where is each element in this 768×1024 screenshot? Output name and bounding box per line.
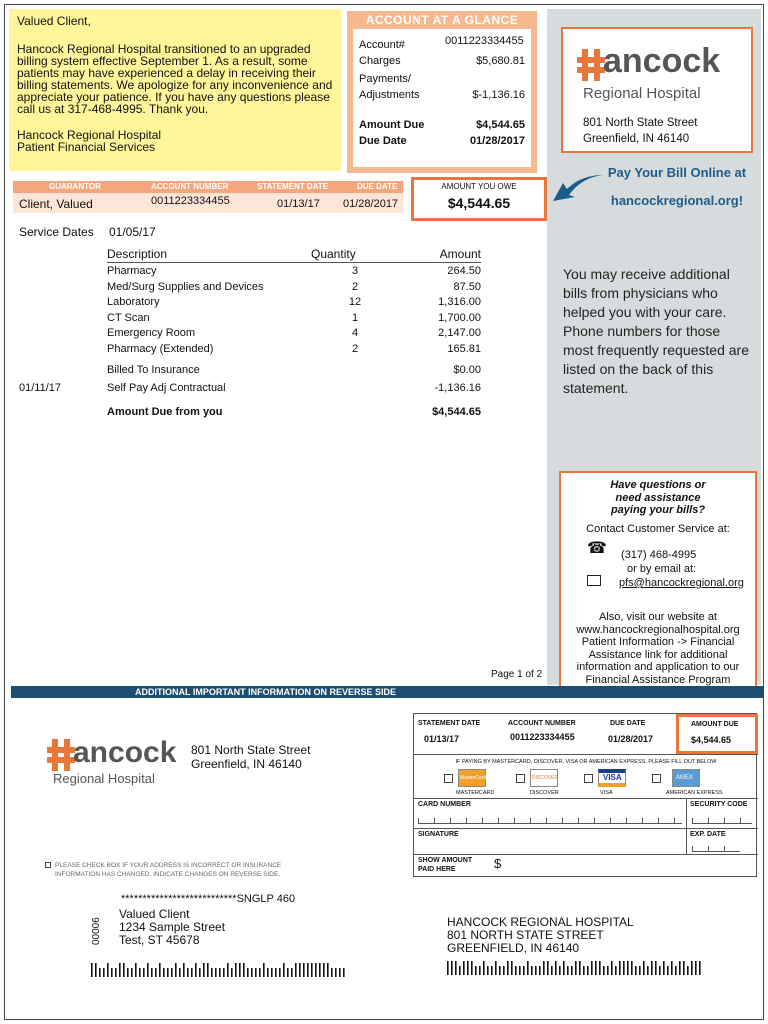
help-question-3: paying your bills? bbox=[610, 504, 706, 516]
remit-city: GREENFIELD, IN 46140 bbox=[447, 941, 580, 955]
arrow-left-icon bbox=[545, 171, 605, 211]
barcode-bar bbox=[115, 968, 117, 977]
barcode-bar bbox=[535, 966, 537, 975]
coupon-cross-logo-icon bbox=[47, 739, 75, 767]
barcode-bar bbox=[583, 966, 585, 975]
reverse-side-bar bbox=[11, 686, 763, 698]
barcode-bar bbox=[127, 968, 129, 977]
barcode-bar bbox=[279, 968, 281, 977]
visa-label: VISA bbox=[600, 790, 613, 796]
barcode-bar bbox=[675, 966, 677, 975]
payment-coupon bbox=[413, 713, 757, 877]
telephone-icon: ☎ bbox=[587, 540, 607, 557]
service-dates-value: 01/05/17 bbox=[109, 225, 156, 239]
glance-due-date-label: Due Date bbox=[359, 135, 407, 147]
barcode-bar bbox=[491, 966, 493, 975]
amount-paid-input[interactable] bbox=[508, 858, 678, 874]
barcode-bar bbox=[319, 963, 321, 977]
service-item-quantity: 3 bbox=[351, 265, 359, 277]
barcode-bar bbox=[567, 966, 569, 975]
barcode-bar bbox=[271, 968, 273, 977]
notice-body: Hancock Regional Hospital transitioned to an upgraded billing system effective September 1. As a result, some patients may have experienced a delay in receiving their billing statements. We apologize for any inconvenience and appreciate your patience. If you have any questions please call us at 317-468-4995. Thank you. bbox=[17, 42, 333, 116]
discover-checkbox[interactable] bbox=[516, 774, 525, 783]
barcode-bar bbox=[251, 968, 253, 977]
barcode-bar bbox=[247, 968, 249, 977]
barcode-bar bbox=[663, 961, 665, 975]
barcode-bar bbox=[623, 961, 625, 975]
barcode-bar bbox=[659, 966, 661, 975]
visit-label: Also, visit our website at bbox=[599, 611, 717, 623]
barcode-bar bbox=[487, 966, 489, 975]
glance-amount-due-label: Amount Due bbox=[359, 119, 425, 131]
barcode-bar bbox=[207, 963, 209, 977]
discover-label: DISCOVER bbox=[530, 790, 559, 796]
barcode-bar bbox=[691, 961, 693, 975]
email-link[interactable]: pfs@hancockregional.org bbox=[619, 577, 744, 589]
pay-online-link[interactable]: hancockregional.org! bbox=[610, 193, 744, 208]
signature-input[interactable] bbox=[418, 840, 682, 850]
glance-payments-value: $-1,136.16 bbox=[472, 89, 525, 101]
account-number-label: ACCOUNT NUMBER bbox=[151, 182, 229, 191]
barcode-bar bbox=[151, 968, 153, 977]
barcode-bar bbox=[515, 966, 517, 975]
notice-box bbox=[9, 9, 341, 171]
barcode-bar bbox=[463, 961, 465, 975]
glance-account-label: Account# bbox=[359, 39, 405, 51]
barcode-bar bbox=[471, 961, 473, 975]
barcode-bar bbox=[191, 968, 193, 977]
barcode-bar bbox=[563, 961, 565, 975]
pay-online-line-1: Pay Your Bill Online at bbox=[607, 165, 747, 180]
barcode-bar bbox=[503, 966, 505, 975]
barcode-bar bbox=[111, 968, 113, 977]
barcode-bar bbox=[139, 968, 141, 977]
amount-due-from-you-label: Amount Due from you bbox=[107, 406, 223, 418]
barcode-bar bbox=[547, 961, 549, 975]
barcode-bar bbox=[183, 963, 185, 977]
glance-amount-due-value: $4,544.65 bbox=[476, 119, 525, 131]
barcode-bar bbox=[143, 968, 145, 977]
amex-logo-icon: AMEX bbox=[672, 769, 700, 787]
help-question-2: need assistance bbox=[615, 491, 701, 504]
remit-barcode bbox=[447, 961, 703, 975]
barcode-bar bbox=[455, 961, 457, 975]
billed-insurance-value: $0.00 bbox=[453, 364, 481, 376]
page-number: Page 1 of 2 bbox=[491, 669, 543, 680]
amex-checkbox[interactable] bbox=[652, 774, 661, 783]
vertical-code: 00006 bbox=[91, 917, 102, 945]
mastercard-label: MASTERCARD bbox=[456, 790, 495, 796]
barcode-bar bbox=[599, 961, 601, 975]
coupon-brand-subname: Regional Hospital bbox=[53, 771, 155, 786]
amount-due-from-you-value: $4,544.65 bbox=[432, 406, 481, 418]
show-amount-label-1: SHOW AMOUNT bbox=[418, 857, 473, 864]
barcode-bar bbox=[575, 961, 577, 975]
service-item-row bbox=[107, 311, 481, 327]
barcode-bar bbox=[479, 966, 481, 975]
barcode-bar bbox=[95, 963, 97, 977]
coupon-brand-name: ancock bbox=[73, 736, 177, 769]
address-change-line-2: INFORMATION HAS CHANGED. INDICATE CHANGES ON REVERSE SIDE. bbox=[55, 871, 281, 878]
amount-you-owe-label: AMOUNT YOU OWE bbox=[441, 182, 517, 191]
guarantor-label: GUARANTOR bbox=[49, 182, 101, 191]
barcode-bar bbox=[159, 963, 161, 977]
barcode-bar bbox=[175, 963, 177, 977]
card-number-label: CARD NUMBER bbox=[418, 801, 471, 808]
barcode-bar bbox=[311, 963, 313, 977]
statement-date-value: 01/13/17 bbox=[277, 198, 320, 210]
address-change-line-1: PLEASE CHECK BOX IF YOUR ADDRESS IS INCORRECT OR INSURANCE bbox=[55, 862, 282, 869]
barcode-bar bbox=[555, 961, 557, 975]
coupon-amount-due-label: AMOUNT DUE bbox=[691, 721, 739, 728]
financial-line-a: Patient Information -> Financial bbox=[581, 636, 735, 648]
barcode-bar bbox=[287, 968, 289, 977]
barcode-bar bbox=[499, 966, 501, 975]
guarantor-value: Client, Valued bbox=[19, 197, 93, 211]
barcode-bar bbox=[283, 963, 285, 977]
mastercard-checkbox[interactable] bbox=[444, 774, 453, 783]
amex-label: AMERICAN EXPRESS bbox=[666, 790, 723, 796]
barcode-bar bbox=[519, 966, 521, 975]
computer-icon bbox=[587, 575, 601, 586]
financial-line-b: Assistance link for additional bbox=[588, 648, 728, 661]
barcode-bar bbox=[579, 961, 581, 975]
barcode-bar bbox=[539, 966, 541, 975]
service-item-quantity: 2 bbox=[351, 280, 359, 293]
col-description: Description bbox=[107, 247, 168, 261]
barcode-bar bbox=[591, 961, 593, 975]
mastercard-logo-icon: MasterCard bbox=[458, 769, 486, 787]
barcode-bar bbox=[671, 961, 673, 975]
dollar-sign: $ bbox=[494, 856, 502, 871]
address-change-checkbox[interactable] bbox=[45, 862, 51, 868]
service-item-quantity: 4 bbox=[351, 327, 359, 339]
barcode-bar bbox=[699, 961, 701, 975]
amount-you-owe-value: $4,544.65 bbox=[447, 195, 511, 211]
barcode-bar bbox=[263, 963, 265, 977]
barcode-bar bbox=[339, 968, 341, 977]
barcode-bar bbox=[103, 968, 105, 977]
barcode-bar bbox=[595, 961, 597, 975]
glance-account-value: 0011223334455 bbox=[445, 35, 524, 47]
glance-charges-label: Charges bbox=[359, 55, 401, 67]
hancock-cross-logo-icon bbox=[577, 49, 605, 77]
service-item-description: Pharmacy bbox=[107, 265, 157, 277]
barcode-bar bbox=[219, 968, 221, 977]
barcode-bar bbox=[447, 961, 449, 975]
brand-address-2: Greenfield, IN 46140 bbox=[583, 133, 690, 145]
service-item-amount: 2,147.00 bbox=[438, 327, 481, 339]
adjustment-value: -1,136.16 bbox=[434, 382, 481, 394]
remit-street: 801 NORTH STATE STREET bbox=[447, 928, 604, 942]
barcode-bar bbox=[323, 963, 325, 977]
website-link[interactable]: www.hancockregionalhospital.org bbox=[576, 623, 740, 636]
barcode-bar bbox=[179, 968, 181, 977]
barcode-bar bbox=[335, 968, 337, 977]
discover-logo-icon: DISCOVER bbox=[530, 769, 558, 787]
barcode-bar bbox=[551, 966, 553, 975]
recipient-street: 1234 Sample Street bbox=[119, 920, 226, 934]
adjustment-date: 01/11/17 bbox=[19, 382, 62, 394]
barcode-bar bbox=[507, 961, 509, 975]
barcode-bar bbox=[635, 966, 637, 975]
service-item-amount: 87.50 bbox=[453, 280, 481, 293]
barcode-bar bbox=[643, 961, 645, 975]
or-email-label: or by email at: bbox=[627, 563, 697, 575]
barcode-bar bbox=[167, 968, 169, 977]
service-item-row bbox=[107, 342, 481, 358]
coupon-due-date: 01/28/2017 bbox=[608, 734, 654, 744]
coupon-statement-date: 01/13/17 bbox=[424, 734, 460, 744]
barcode-bar bbox=[495, 961, 497, 975]
service-item-row bbox=[107, 264, 481, 280]
barcode-bar bbox=[155, 968, 157, 977]
notice-signature-1: Hancock Regional Hospital bbox=[17, 128, 162, 142]
barcode-bar bbox=[667, 966, 669, 975]
glance-panel bbox=[353, 29, 531, 167]
barcode-bar bbox=[123, 963, 125, 977]
recipient-city: Test, ST 45678 bbox=[119, 933, 200, 947]
service-item-amount: 264.50 bbox=[447, 265, 481, 277]
barcode-bar bbox=[615, 966, 617, 975]
due-date-value: 01/28/2017 bbox=[343, 198, 399, 210]
barcode-bar bbox=[475, 966, 477, 975]
barcode-bar bbox=[307, 963, 309, 977]
exp-date-input[interactable] bbox=[692, 840, 740, 852]
statement-header-values bbox=[13, 193, 403, 213]
barcode-bar bbox=[199, 968, 201, 977]
barcode-bar bbox=[99, 968, 101, 977]
barcode-bar bbox=[687, 966, 689, 975]
statement-date-label: STATEMENT DATE bbox=[257, 182, 329, 191]
barcode-bar bbox=[695, 961, 697, 975]
col-amount: Amount bbox=[439, 247, 481, 261]
glance-payments-label-2: Adjustments bbox=[359, 89, 420, 101]
barcode-bar bbox=[119, 963, 121, 977]
barcode-bar bbox=[187, 968, 189, 977]
contact-label: Contact Customer Service at: bbox=[586, 522, 730, 535]
barcode-bar bbox=[259, 968, 261, 977]
service-item-row bbox=[107, 326, 481, 342]
amount-you-owe-box bbox=[411, 177, 547, 221]
barcode-bar bbox=[291, 968, 293, 977]
account-at-a-glance bbox=[347, 11, 537, 173]
service-item-row bbox=[107, 295, 481, 311]
barcode-bar bbox=[679, 961, 681, 975]
service-item-quantity: 1 bbox=[351, 311, 359, 324]
physician-bills-note: You may receive additional bills from physicians who helped you with your care. Phone numbers for those most frequently requested are listed on the back of this statement. bbox=[563, 266, 749, 396]
barcode-bar bbox=[171, 968, 173, 977]
barcode-bar bbox=[651, 961, 653, 975]
glance-due-date-value: 01/28/2017 bbox=[469, 135, 525, 147]
barcode-bar bbox=[239, 963, 241, 977]
barcode-bar bbox=[655, 961, 657, 975]
visa-checkbox[interactable] bbox=[584, 774, 593, 783]
notice-greeting: Valued Client, bbox=[17, 14, 91, 28]
service-item-quantity: 12 bbox=[348, 296, 362, 308]
service-item-amount: 1,316.00 bbox=[438, 296, 481, 308]
barcode-bar bbox=[107, 963, 109, 977]
col-quantity: Quantity bbox=[311, 247, 356, 261]
barcode-bar bbox=[243, 963, 245, 977]
barcode-bar bbox=[527, 961, 529, 975]
coupon-amount-due-box bbox=[676, 714, 758, 754]
reverse-side-text: ADDITIONAL IMPORTANT INFORMATION ON REVERSE SIDE bbox=[135, 687, 397, 697]
barcode-bar bbox=[227, 963, 229, 977]
sort-line: ***************************SNGLP 460 bbox=[121, 893, 296, 905]
barcode-bar bbox=[131, 968, 133, 977]
service-item-row bbox=[107, 280, 481, 296]
barcode-bar bbox=[275, 968, 277, 977]
phone-number[interactable]: (317) 468-4995 bbox=[621, 549, 697, 561]
coupon-statement-date-label: STATEMENT DATE bbox=[418, 720, 481, 727]
coupon-account: 0011223334455 bbox=[510, 732, 575, 742]
barcode-bar bbox=[147, 963, 149, 977]
brand-address-1: 801 North State Street bbox=[583, 117, 698, 129]
coupon-due-date-label: DUE DATE bbox=[610, 720, 646, 727]
service-dates-label: Service Dates bbox=[19, 225, 94, 239]
signature-label: SIGNATURE bbox=[418, 831, 459, 838]
show-amount-label-2: PAID HERE bbox=[418, 866, 456, 873]
barcode-bar bbox=[531, 966, 533, 975]
service-item-description: Med/Surg Supplies and Devices bbox=[107, 280, 264, 293]
barcode-bar bbox=[543, 961, 545, 975]
security-code-input[interactable] bbox=[692, 810, 752, 824]
service-items bbox=[107, 264, 481, 357]
barcode-bar bbox=[607, 966, 609, 975]
barcode-bar bbox=[327, 963, 329, 977]
hospital-logo-box bbox=[561, 27, 753, 153]
barcode-bar bbox=[267, 968, 269, 977]
billed-insurance-label: Billed To Insurance bbox=[107, 364, 200, 376]
service-item-amount: 1,700.00 bbox=[438, 311, 481, 324]
barcode-bar bbox=[203, 963, 205, 977]
barcode-bar bbox=[231, 968, 233, 977]
barcode-bar bbox=[639, 966, 641, 975]
service-item-description: CT Scan bbox=[107, 311, 150, 324]
barcode-bar bbox=[511, 961, 513, 975]
account-number-value: 0011223334455 bbox=[151, 195, 230, 207]
glance-charges-value: $5,680.81 bbox=[476, 55, 525, 67]
coupon-address-1: 801 North State Street bbox=[191, 743, 311, 757]
barcode-bar bbox=[135, 963, 137, 977]
glance-payments-label-1: Payments/ bbox=[359, 73, 411, 85]
visa-logo-icon: VISA bbox=[598, 769, 626, 787]
barcode-bar bbox=[295, 963, 297, 977]
barcode-bar bbox=[587, 966, 589, 975]
help-question-1: Have questions or bbox=[610, 479, 706, 491]
glance-title: ACCOUNT AT A GLANCE bbox=[365, 13, 519, 27]
barcode-bar bbox=[215, 968, 217, 977]
recipient-name: Valued Client bbox=[119, 907, 190, 921]
barcode-bar bbox=[163, 968, 165, 977]
barcode-bar bbox=[483, 961, 485, 975]
service-item-amount: 165.81 bbox=[447, 342, 481, 355]
barcode-bar bbox=[331, 968, 333, 977]
barcode-bar bbox=[459, 966, 461, 975]
due-date-label: DUE DATE bbox=[357, 182, 398, 191]
adjustment-label: Self Pay Adj Contractual bbox=[107, 382, 226, 394]
barcode-bar bbox=[303, 963, 305, 977]
billing-statement bbox=[4, 4, 764, 1020]
coupon-account-label: ACCOUNT NUMBER bbox=[508, 720, 576, 727]
recipient-barcode bbox=[91, 963, 347, 977]
barcode-bar bbox=[467, 961, 469, 975]
barcode-bar bbox=[315, 963, 317, 977]
barcode-bar bbox=[235, 963, 237, 977]
remit-name: HANCOCK REGIONAL HOSPITAL bbox=[447, 915, 634, 929]
barcode-bar bbox=[627, 961, 629, 975]
barcode-bar bbox=[255, 968, 257, 977]
barcode-bar bbox=[299, 963, 301, 977]
coupon-address-2: Greenfield, IN 46140 bbox=[191, 757, 302, 771]
brand-name: ancock bbox=[603, 42, 721, 80]
service-item-description: Pharmacy (Extended) bbox=[107, 342, 214, 355]
barcode-bar bbox=[223, 968, 225, 977]
barcode-bar bbox=[211, 968, 213, 977]
notice-signature-2: Patient Financial Services bbox=[17, 140, 156, 154]
barcode-bar bbox=[611, 961, 613, 975]
barcode-bar bbox=[91, 963, 93, 977]
barcode-bar bbox=[647, 966, 649, 975]
barcode-bar bbox=[631, 961, 633, 975]
barcode-bar bbox=[451, 961, 453, 975]
financial-line-c: information and application to our bbox=[576, 661, 740, 673]
barcode-bar bbox=[603, 966, 605, 975]
card-instructions: IF PAYING BY MASTERCARD, DISCOVER, VISA OR AMERICAN EXPRESS, PLEASE FILL OUT BELOW bbox=[455, 759, 717, 765]
barcode-bar bbox=[523, 966, 525, 975]
barcode-bar bbox=[571, 966, 573, 975]
customer-service-box bbox=[559, 471, 757, 689]
service-item-quantity: 2 bbox=[351, 342, 359, 355]
barcode-bar bbox=[195, 963, 197, 977]
coupon-amount-due: $4,544.65 bbox=[691, 735, 732, 745]
brand-subname: Regional Hospital bbox=[583, 85, 701, 102]
service-item-description: Laboratory bbox=[107, 296, 160, 308]
card-number-input[interactable] bbox=[418, 810, 682, 824]
security-code-label: SECURITY CODE bbox=[690, 801, 748, 808]
exp-date-label: EXP. DATE bbox=[690, 831, 726, 838]
financial-line-d: Financial Assistance Program bbox=[585, 673, 731, 686]
barcode-bar bbox=[619, 961, 621, 975]
statement-header-labels bbox=[13, 181, 403, 193]
barcode-bar bbox=[343, 968, 345, 977]
barcode-bar bbox=[683, 961, 685, 975]
barcode-bar bbox=[559, 966, 561, 975]
service-item-description: Emergency Room bbox=[107, 327, 196, 339]
